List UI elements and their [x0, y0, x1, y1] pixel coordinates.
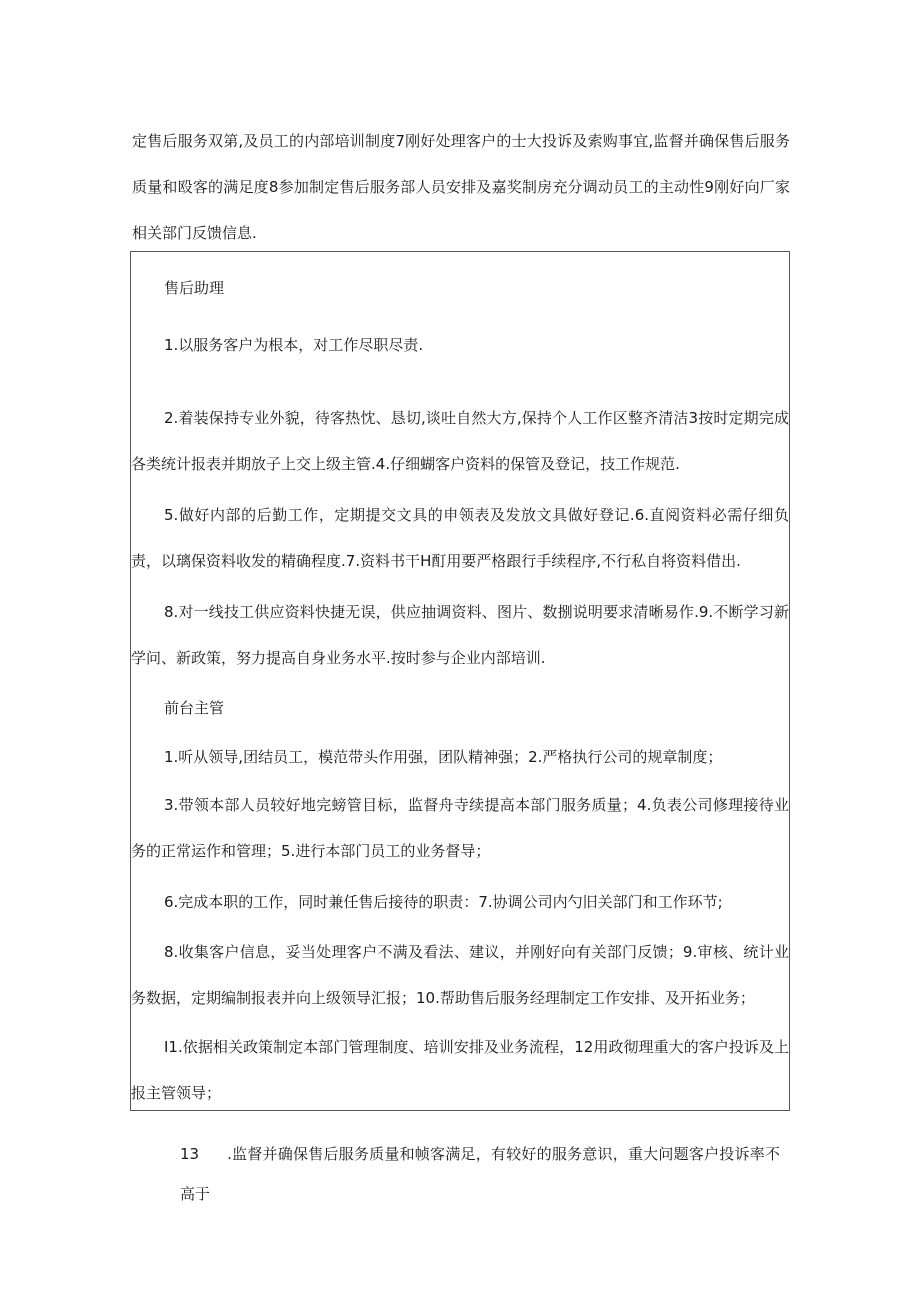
intro-paragraph: 定售后服务双第,及员工的内部培训制度7刚好处理客户的士大投诉及索购事宜,监督并确保售后服务质量和殴客的满足度8参加制定售后服务部人员安排及嘉奖制房充分调动员工的主动性9刚好向厂家相关部门反馈信息. [132, 132, 790, 242]
section-title-after-sales-assistant: 售后助理 [164, 279, 225, 297]
front-desk-duty-2: 3.带领本部人员较好地完螃管目标，监督舟寺续提高本部门服务质量；4.负表公司修理接待业务的正常运作和管理；5.进行本部门员工的业务督导； [131, 796, 789, 860]
front-desk-duty-3: 6.完成本职的工作，同时兼任售后接待的职责：7.协调公司内勺旧关部门和工作环节; [164, 893, 723, 911]
section-title-front-desk-supervisor: 前台主管 [164, 699, 225, 717]
after-sales-duty-4: 8.对一线技工供应资料快捷无误，供应抽调资料、图片、数捌说明要求清晰易作.9.不断学习新学问、新政策，努力提高自身业务水平.按时参与企业内部培训. [131, 603, 789, 667]
front-desk-duty-1: 1.听从领导,团结员工，模范带头作用强，团队精神强；2.严格执行公司的规章制度； [164, 748, 723, 766]
after-sales-duty-1: 1.以服务客户为根本，对工作尽职尽责. [164, 336, 424, 354]
after-sales-duty-3: 5.做好内部的后勤工作，定期提交文具的申领表及发放文具做好登记.6.直阅资料必需仔细负责，以璃保资料收发的精确程度.7.资料书干H酊用要严格跟行手续程序,不行私自将资料借出. [131, 506, 789, 570]
front-desk-duty-4: 8.收集客户信息，妥当处理客户不满及看法、建议，并刚好向有关部门反馈；9.审核、统计业务数据，定期编制报表并向上级领导汇报；10.帮助售后服务经理制定工作安排、及开拓业务； [131, 943, 789, 1007]
footer-item-text: .监督并确保售后服务质量和帧客满足，有较好的服务意识，重大问题客户投诉率不高于 [180, 1145, 780, 1203]
footer-item-number: 13 [180, 1145, 200, 1163]
job-duties-table-cell [130, 251, 790, 1111]
after-sales-duty-2: 2.着装保持专业外貌，待客热忱、恳切,谈吐自然大方,保持个人工作区整齐清洁3按时定期完成各类统计报表并期放子上交上级主管.4.仔细蝴客户资料的保管及登记，技工作规范. [131, 409, 789, 473]
footer-paragraph [180, 1134, 780, 1214]
front-desk-duty-5: I1.依据相关政策制定本部门管理制度、培训安排及业务流程，12用政彻理重大的客户投诉及上报主管领导； [131, 1038, 789, 1102]
